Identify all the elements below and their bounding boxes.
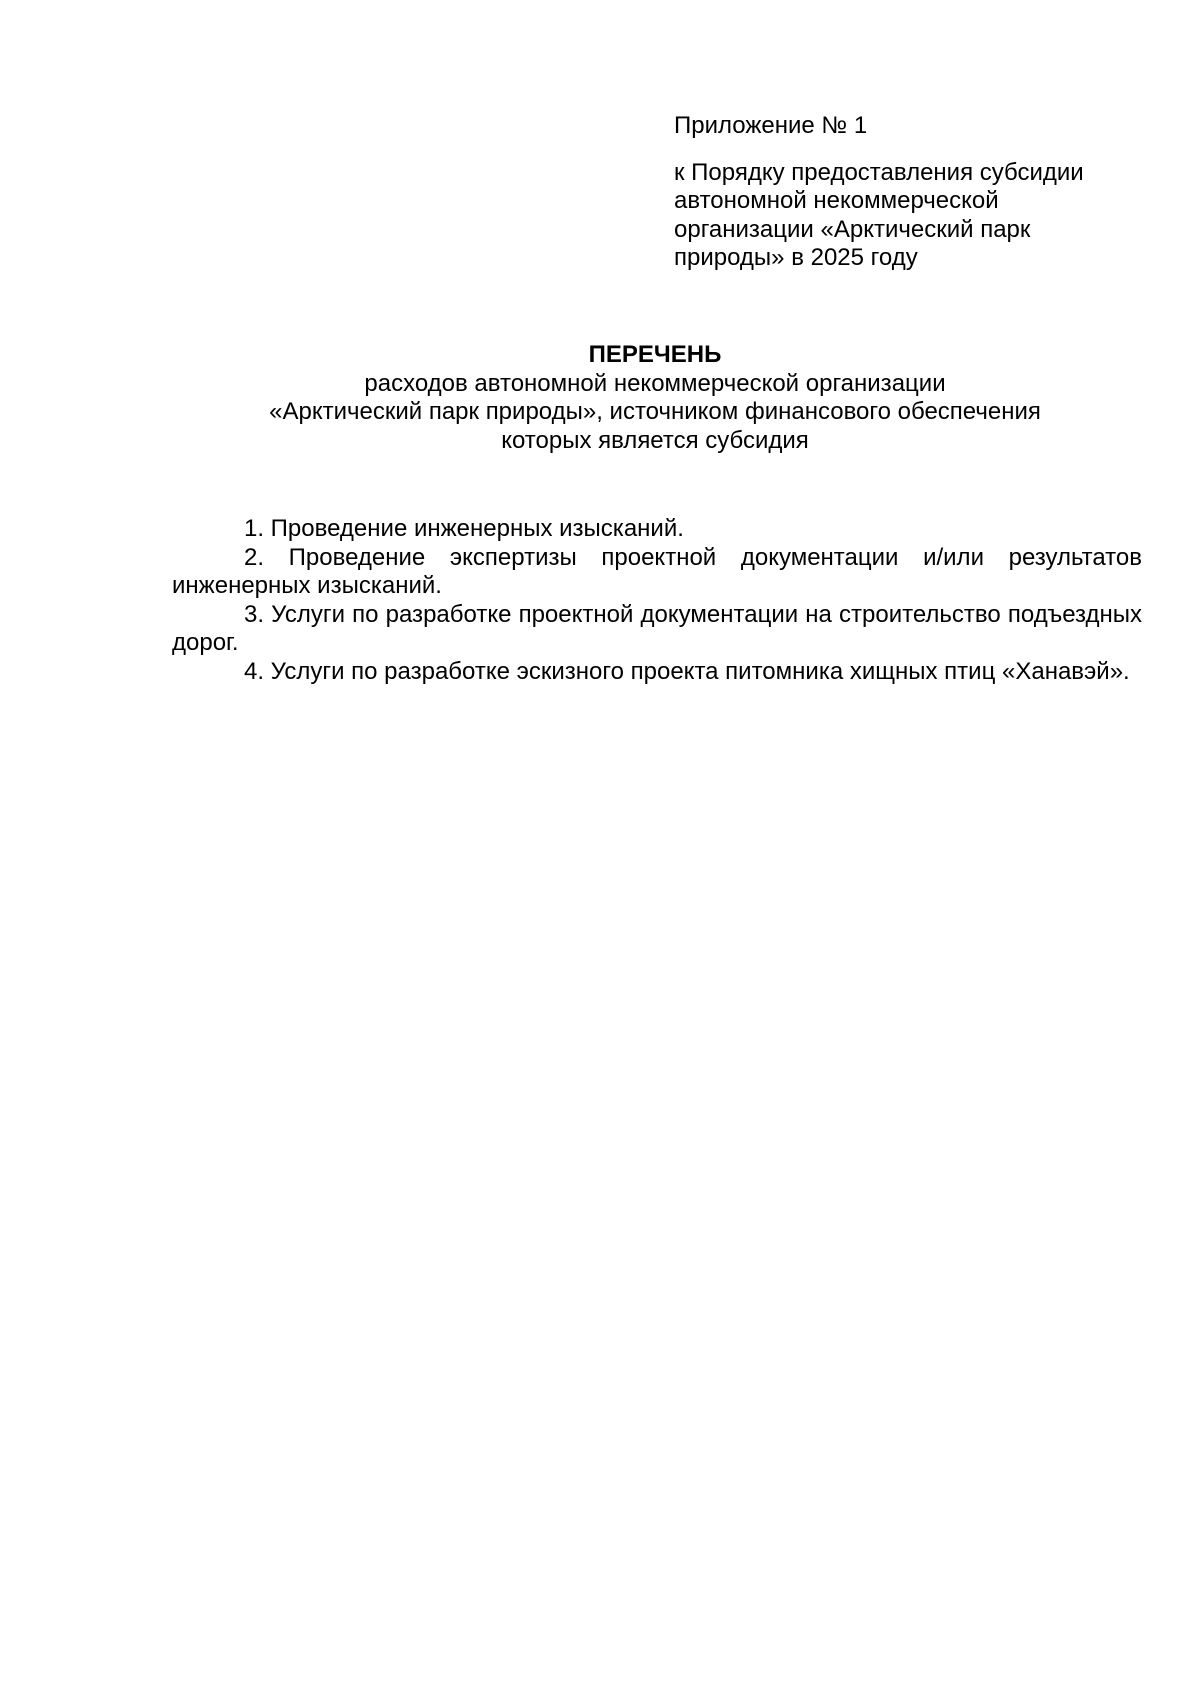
heading-subtitle-line: «Арктический парк природы», источником финансового обеспечения [269, 398, 1041, 425]
heading-subtitle-line: которых является субсидия [501, 426, 809, 454]
annex-line: природы» в 2025 году [674, 244, 918, 271]
annex-title: Приложение № 1 [674, 112, 868, 139]
list-item: 2. Проведение экспертизы проектной документации и/или результатов инженерных изысканий. [172, 543, 1142, 599]
annex-block [674, 112, 1144, 273]
list-item: 3. Услуги по разработке проектной документации на строительство подъездных дорог. [172, 600, 1142, 656]
list-item: 1. Проведение инженерных изысканий. [244, 515, 684, 542]
expense-list [172, 515, 1142, 686]
annex-line: автономной некоммерческой [674, 187, 999, 214]
annex-line: организации «Арктический парк [674, 215, 1031, 243]
list-item: 4. Услуги по разработке эскизного проекта питомника хищных птиц «Ханавэй». [244, 657, 1130, 685]
heading-subtitle-line: расходов автономной некоммерческой организации [364, 369, 946, 397]
document-heading [170, 341, 1140, 455]
annex-line: к Порядку предоставления субсидии [674, 158, 1084, 186]
heading-title: ПЕРЕЧЕНЬ [588, 341, 722, 368]
